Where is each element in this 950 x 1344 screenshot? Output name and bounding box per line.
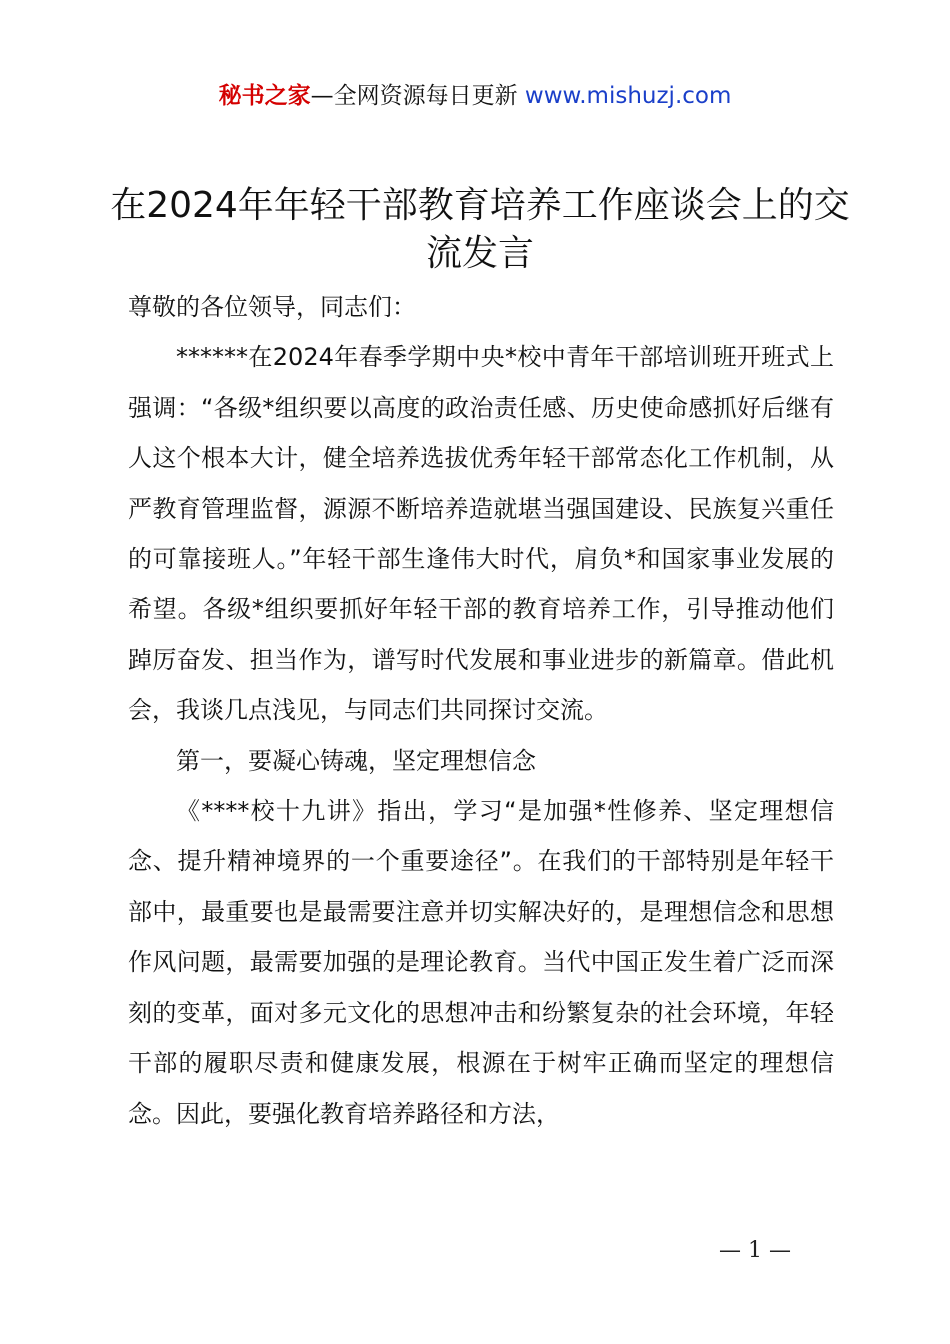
salutation: 尊敬的各位领导，同志们： [128,293,416,321]
section-heading-1: 第一，要凝心铸魂，坚定理想信念 [176,746,536,775]
paragraph-intro: ******在2024年春季学期中央*校中青年干部培训班开班式上强调：“各级*组织要以高度的政治责任感、历史使命感抓好后继有人这个根本大计，健全培养选拔优秀年轻干部常态化工作机制，从严教育管理监督，源源不断培养造就堪当强国建设、民族复兴重任的可靠接班人。”年轻干部生逢伟大时代，肩负*和国家事业发展的希望。各级*组织要抓好年轻干部的教育培养工作，引导推动他们踔厉奋发、担当作为，谱写时代发展和事业进步的新篇章。借此机会，我谈几点浅见，与同志们共同探讨交流。 [128,343,834,725]
header-slogan: —全网资源每日更新 [310,83,518,109]
site-header [0,78,950,114]
brand-name: 秘书之家 [218,83,311,109]
site-url[interactable]: www.mishuzj.com [524,83,732,109]
page-number: — 1 — [719,1238,791,1263]
document-title: 在2024年年轻干部教育培养工作座谈会上的交流发言 [110,185,850,275]
paragraph-section-1: 《****校十九讲》指出，学习“是加强*性修养、坚定理想信念、提升精神境界的一个重要途径”。在我们的干部特别是年轻干部中，最重要也是最需要注意并切实解决好的，是理想信念和思想作风问题，最需要加强的是理论教育。当代中国正发生着广泛而深刻的变革，面对多元文化的思想冲击和纷繁复杂的社会环境，年轻干部的履职尽责和健康发展，根源在于树牢正确而坚定的理想信念。因此，要强化教育培养路径和方法， [128,797,834,1128]
document-body [128,282,834,1139]
